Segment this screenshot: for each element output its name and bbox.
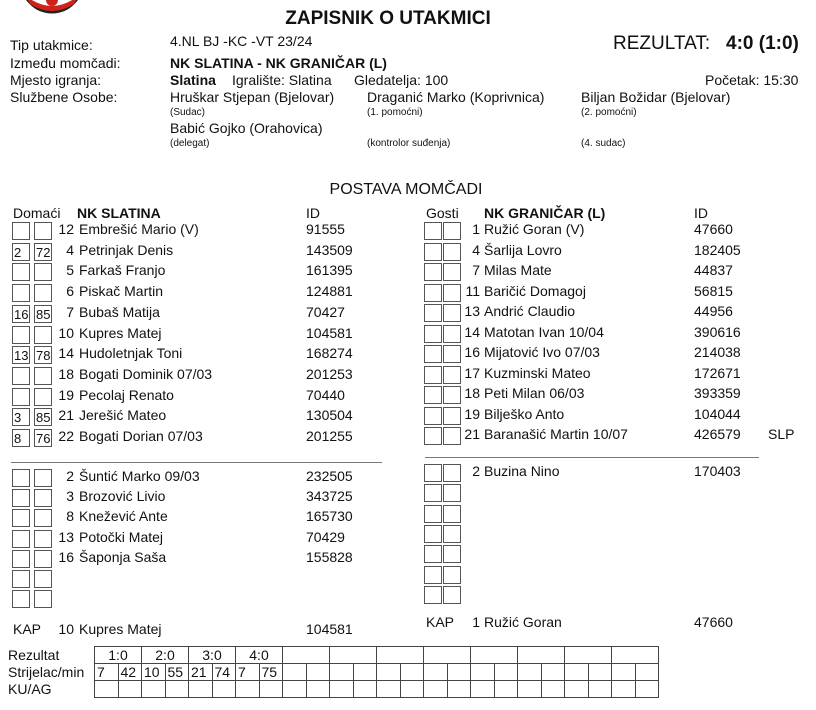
goal-minute-cell[interactable]: [588, 664, 612, 681]
player-number: 21: [58, 407, 74, 424]
player-number: 5: [66, 262, 74, 279]
kuag-row-label: KU/AG: [8, 681, 52, 697]
page-title: ZAPISNIK O UTAKMICI: [285, 8, 491, 29]
player-id: 130504: [306, 407, 353, 424]
player-name: Baričić Domagoj: [484, 282, 586, 299]
player-name: Ružić Goran (V): [484, 221, 585, 237]
home-kap-number: 10: [58, 621, 74, 637]
kuag-cell[interactable]: [165, 681, 189, 698]
player-name: Petrinjak Denis: [79, 241, 174, 258]
goal-result-cell: [377, 647, 424, 664]
sub-minute-box-a[interactable]: [12, 326, 30, 344]
mjesto-value: Slatina: [170, 72, 216, 88]
kuag-cell[interactable]: [494, 681, 518, 698]
player-number: 16: [58, 548, 74, 565]
kuag-cell[interactable]: [424, 681, 448, 698]
player-number: 18: [58, 365, 74, 382]
sub-minute-box-b[interactable]: [443, 505, 461, 523]
official-name: Draganić Marko (Koprivnica): [367, 89, 545, 105]
official-role: (1. pomoćni): [367, 107, 423, 118]
home-kap-name: Kupres Matej: [79, 621, 162, 637]
sub-minute-box-a[interactable]: [12, 590, 30, 608]
player-name: Embrešić Mario (V): [79, 221, 199, 237]
sub-minute-box-a[interactable]: [424, 325, 442, 343]
player-id: 70429: [306, 528, 345, 545]
home-kap-id: 104581: [306, 621, 353, 637]
goal-scorer-cell[interactable]: [471, 664, 495, 681]
goal-scorer-cell[interactable]: [424, 664, 448, 681]
sub-minute-box-b[interactable]: [443, 484, 461, 502]
away-divider: [425, 457, 759, 458]
sub-minute-box-b[interactable]: [443, 263, 461, 281]
rezultat-value: 4:0 (1:0): [726, 33, 799, 54]
sub-minute-box-a[interactable]: [424, 586, 442, 604]
kuag-cell[interactable]: [95, 681, 119, 698]
home-side-label: Domaći: [13, 205, 61, 221]
sub-minute-box-b[interactable]: [443, 222, 461, 240]
sub-minute-box-b[interactable]: [443, 545, 461, 563]
kuag-cell[interactable]: [330, 681, 354, 698]
goal-scorer-cell[interactable]: 7: [95, 664, 119, 681]
goal-minute-cell[interactable]: 42: [118, 664, 142, 681]
player-id: 104044: [694, 405, 741, 422]
player-number: 19: [464, 405, 480, 422]
kuag-cell[interactable]: [518, 681, 542, 698]
kuag-cell[interactable]: [118, 681, 142, 698]
sub-minute-box-a[interactable]: [424, 566, 442, 584]
goal-result-cell: [612, 647, 659, 664]
official-role: (Sudac): [170, 107, 206, 118]
player-id: 201253: [306, 365, 353, 382]
player-number: 13: [58, 528, 74, 545]
player-name: Buzina Nino: [484, 463, 560, 479]
mjesto-label: Mjesto igranja:: [10, 72, 102, 88]
kuag-cell[interactable]: [189, 681, 213, 698]
away-team-name: NK GRANIČAR (L): [484, 205, 606, 221]
sub-minute-box-a[interactable]: [12, 570, 30, 588]
goals-table: [8, 646, 659, 698]
goal-minute-cell[interactable]: [541, 664, 565, 681]
official-role: (4. sudac): [581, 138, 626, 149]
goal-minute-cell[interactable]: [400, 664, 424, 681]
sub-minute-box-a[interactable]: [424, 386, 442, 404]
sub-minute-box-a[interactable]: [12, 469, 30, 487]
player-name: Baranašić Martin 10/07: [484, 426, 628, 442]
kuag-cell[interactable]: [259, 681, 283, 698]
player-name: Šarlija Lovro: [484, 241, 562, 258]
player-number: 6: [66, 283, 74, 300]
sub-minute-box-b[interactable]: 78: [36, 348, 51, 364]
player-id: 161395: [306, 262, 353, 279]
player-name: Matotan Ivan 10/04: [484, 323, 604, 340]
away-kap-number: 1: [472, 614, 480, 630]
player-name: Šuntić Marko 09/03: [79, 468, 200, 484]
player-number: 17: [464, 364, 480, 381]
sub-minute-box-b[interactable]: [443, 566, 461, 584]
player-name: Kupres Matej: [79, 324, 162, 341]
player-id: 143509: [306, 241, 353, 258]
goal-minute-cell[interactable]: [447, 664, 471, 681]
sub-minute-box-a[interactable]: [424, 284, 442, 302]
sub-minute-box-b[interactable]: [34, 222, 52, 240]
sub-minute-box-b[interactable]: [443, 284, 461, 302]
away-id-label: ID: [694, 205, 708, 221]
home-divider: [11, 462, 382, 463]
sub-minute-box-b[interactable]: [34, 284, 52, 302]
sluzbene-label: Službene Osobe:: [10, 89, 118, 105]
sub-minute-box-a[interactable]: [12, 550, 30, 568]
sub-minute-box-b[interactable]: [443, 525, 461, 543]
player-number: 12: [58, 221, 74, 237]
sub-minute-box-a[interactable]: [12, 263, 30, 281]
kuag-cell[interactable]: [541, 681, 565, 698]
player-name: Bogati Dorian 07/03: [79, 428, 203, 444]
player-id: 91555: [306, 221, 345, 237]
goal-minute-cell[interactable]: 75: [259, 664, 283, 681]
player-number: 3: [66, 488, 74, 505]
official-name: Biljan Božidar (Bjelovar): [581, 89, 731, 105]
player-name: Farkaš Franjo: [79, 262, 166, 279]
player-id: 182405: [694, 241, 741, 258]
player-id: 390616: [694, 323, 741, 340]
sub-minute-box-a[interactable]: 2: [12, 243, 30, 261]
player-number: 11: [465, 282, 480, 299]
sub-minute-box-a[interactable]: [424, 464, 442, 482]
player-number: 4: [66, 241, 74, 258]
goal-scorer-cell[interactable]: 10: [142, 664, 166, 681]
sub-minute-box-b[interactable]: [34, 530, 52, 548]
player-name: Andrić Claudio: [484, 303, 576, 319]
kuag-cell[interactable]: [306, 681, 330, 698]
kuag-cell[interactable]: [283, 681, 307, 698]
player-id: 47660: [694, 221, 733, 237]
player-number: 2: [66, 468, 74, 484]
sub-minute-box-a[interactable]: [424, 427, 442, 445]
sub-minute-box-a[interactable]: [424, 545, 442, 563]
gledatelja: Gledatelja: 100: [354, 72, 449, 88]
sub-minute-box-b[interactable]: [443, 345, 461, 363]
kuag-cell[interactable]: [377, 681, 401, 698]
player-number: 16: [464, 344, 480, 360]
izmedju-label: Između momčadi:: [10, 55, 121, 71]
away-side-label: Gosti: [426, 205, 459, 221]
player-name: Peti Milan 06/03: [484, 385, 585, 401]
goal-scorer-cell[interactable]: [377, 664, 401, 681]
sub-minute-box-a[interactable]: [424, 484, 442, 502]
player-id: 124881: [306, 283, 353, 300]
sub-minute-box-b[interactable]: [34, 590, 52, 608]
player-note: SLP: [768, 426, 795, 442]
sub-minute-box-a[interactable]: [12, 222, 30, 240]
sub-minute-box-b[interactable]: [34, 367, 52, 385]
player-id: 343725: [306, 488, 353, 505]
player-id: 393359: [694, 385, 741, 401]
player-number: 7: [472, 262, 480, 278]
sub-minute-box-b[interactable]: 72: [36, 244, 51, 260]
player-number: 14: [464, 323, 480, 340]
player-id: 104581: [306, 324, 353, 341]
goal-scorer-cell[interactable]: [612, 664, 636, 681]
kuag-cell[interactable]: [635, 681, 659, 698]
sub-minute-box-a[interactable]: 3: [12, 408, 30, 426]
player-id: 70427: [306, 303, 345, 320]
kuag-cell[interactable]: [612, 681, 636, 698]
player-number: 13: [464, 303, 480, 319]
sub-minute-box-a[interactable]: [424, 345, 442, 363]
sub-minute-box-b[interactable]: [443, 325, 461, 343]
goal-scorer-cell[interactable]: [283, 664, 307, 681]
goal-result-cell: [471, 647, 518, 664]
sub-minute-box-a[interactable]: 13: [14, 348, 29, 364]
kuag-cell[interactable]: [588, 681, 612, 698]
official-name: Babić Gojko (Orahovica): [170, 120, 323, 136]
player-number: 8: [66, 508, 74, 525]
sub-minute-box-a[interactable]: [12, 284, 30, 302]
player-id: 232505: [306, 468, 353, 484]
sub-minute-box-b[interactable]: [34, 469, 52, 487]
kuag-cell[interactable]: [236, 681, 260, 698]
sub-minute-box-b[interactable]: 85: [36, 410, 51, 426]
pocetak: Početak: 15:30: [705, 72, 799, 88]
goal-scorer-cell[interactable]: 21: [189, 664, 213, 681]
goal-result-cell: 4:0: [236, 647, 283, 664]
goal-result-cell: [565, 647, 612, 664]
kuag-cell[interactable]: [400, 681, 424, 698]
player-id: 165730: [306, 508, 353, 525]
sub-minute-box-a[interactable]: [424, 222, 442, 240]
sub-minute-box-b[interactable]: [443, 243, 461, 261]
player-id: 44956: [694, 303, 733, 319]
player-id: 172671: [694, 364, 741, 381]
sub-minute-box-b[interactable]: [34, 388, 52, 406]
sub-minute-box-a[interactable]: [12, 489, 30, 507]
away-kap-name: Ružić Goran: [484, 614, 562, 630]
tip-value: 4.NL BJ -KC -VT 23/24: [170, 33, 313, 49]
player-name: Pecolaj Renato: [79, 386, 174, 403]
goal-result-cell: 1:0: [95, 647, 142, 664]
player-name: Milas Mate: [484, 262, 552, 278]
sub-minute-box-b[interactable]: [443, 427, 461, 445]
sub-minute-box-a[interactable]: [12, 367, 30, 385]
player-name: Bogati Dominik 07/03: [79, 365, 213, 382]
official-role: (kontrolor suđenja): [367, 138, 451, 149]
sub-minute-box-a[interactable]: [424, 304, 442, 322]
player-number: 14: [58, 345, 74, 362]
player-name: Hudoletnjak Toni: [79, 345, 183, 362]
goal-result-cell: [283, 647, 330, 664]
official-name: Hruškar Stjepan (Bjelovar): [170, 89, 335, 105]
player-name: Jerešić Mateo: [79, 407, 167, 424]
player-id: 155828: [306, 548, 353, 565]
sub-minute-box-a[interactable]: 8: [12, 429, 30, 447]
sub-minute-box-a[interactable]: [424, 263, 442, 281]
sub-minute-box-a[interactable]: 16: [14, 306, 29, 322]
goal-minute-cell[interactable]: 74: [212, 664, 236, 681]
player-number: 10: [58, 324, 74, 341]
player-id: 44837: [694, 262, 733, 278]
player-name: Bilješko Anto: [484, 405, 565, 422]
sub-minute-box-b[interactable]: 76: [36, 431, 51, 446]
goal-scorer-cell[interactable]: 7: [236, 664, 260, 681]
player-name: Piskač Martin: [79, 283, 164, 300]
kuag-cell[interactable]: [447, 681, 471, 698]
player-number: 1: [472, 221, 480, 237]
sub-minute-box-b[interactable]: [34, 570, 52, 588]
kuag-cell[interactable]: [565, 681, 589, 698]
sub-minute-box-b[interactable]: [34, 263, 52, 281]
official-role: (2. pomoćni): [581, 107, 637, 118]
player-id: 70440: [306, 386, 345, 403]
player-id: 168274: [306, 345, 353, 362]
sub-minute-box-a[interactable]: [12, 530, 30, 548]
goal-minute-cell[interactable]: [306, 664, 330, 681]
sub-minute-box-b[interactable]: 85: [36, 306, 51, 322]
goal-result-cell: 3:0: [189, 647, 236, 664]
postava-title: POSTAVA MOMČADI: [329, 181, 483, 198]
player-number: 18: [464, 385, 480, 401]
away-kap-label: KAP: [426, 614, 455, 630]
player-number: 4: [472, 241, 480, 258]
kuag-cell[interactable]: [142, 681, 166, 698]
player-name: Potočki Matej: [79, 528, 164, 545]
away-kap-id: 47660: [694, 614, 733, 630]
izmedju-value: NK SLATINA - NK GRANIČAR (L): [170, 55, 387, 71]
sub-minute-box-b[interactable]: [34, 509, 52, 527]
player-number: 2: [472, 463, 480, 479]
sub-minute-box-a[interactable]: [12, 388, 30, 406]
rezultat-row-label: Rezultat: [8, 647, 60, 663]
home-team-name: NK SLATINA: [77, 205, 161, 221]
player-id: 201255: [306, 428, 353, 444]
player-number: 19: [58, 386, 74, 403]
player-name: Knežević Ante: [79, 508, 168, 525]
player-id: 426579: [694, 426, 741, 442]
goal-scorer-cell[interactable]: [330, 664, 354, 681]
player-name: Kuzminski Mateo: [484, 364, 591, 381]
sub-minute-box-a[interactable]: [424, 243, 442, 261]
sub-minute-box-b[interactable]: [443, 304, 461, 322]
sub-minute-box-a[interactable]: [424, 525, 442, 543]
sub-minute-box-b[interactable]: [34, 550, 52, 568]
tip-label: Tip utakmice:: [10, 37, 93, 53]
igraliste: Igralište: Slatina: [232, 72, 332, 88]
goal-scorer-cell[interactable]: [565, 664, 589, 681]
goal-result-cell: [518, 647, 565, 664]
player-number: 7: [66, 303, 74, 320]
player-id: 214038: [694, 344, 741, 360]
player-id: 170403: [694, 463, 741, 479]
goal-minute-cell[interactable]: [353, 664, 377, 681]
goal-scorer-cell[interactable]: [518, 664, 542, 681]
sub-minute-box-a[interactable]: [12, 509, 30, 527]
goal-result-cell: 2:0: [142, 647, 189, 664]
goal-minute-cell[interactable]: 55: [165, 664, 189, 681]
official-role: (delegat): [170, 138, 210, 149]
home-id-label: ID: [306, 205, 320, 221]
player-number: 22: [58, 428, 74, 444]
player-number: 21: [464, 426, 480, 442]
sub-minute-box-b[interactable]: [443, 407, 461, 425]
player-name: Bubaš Matija: [79, 303, 160, 320]
sub-minute-box-a[interactable]: [424, 505, 442, 523]
strijelac-row-label: Strijelac/min: [8, 664, 85, 680]
goal-result-cell: [424, 647, 471, 664]
sub-minute-box-b[interactable]: [443, 586, 461, 604]
sub-minute-box-b[interactable]: [443, 366, 461, 384]
goal-minute-cell[interactable]: [635, 664, 659, 681]
player-id: 56815: [694, 282, 733, 299]
sub-minute-box-b[interactable]: [443, 386, 461, 404]
sub-minute-box-a[interactable]: [424, 366, 442, 384]
player-name: Brozović Livio: [79, 488, 166, 505]
sub-minute-box-b[interactable]: [443, 464, 461, 482]
home-kap-label: KAP: [13, 621, 42, 637]
kuag-cell[interactable]: [471, 681, 495, 698]
sub-minute-box-b[interactable]: [34, 489, 52, 507]
sub-minute-box-b[interactable]: [34, 326, 52, 344]
goal-result-cell: [330, 647, 377, 664]
kuag-cell[interactable]: [353, 681, 377, 698]
player-name: Šaponja Saša: [79, 548, 167, 565]
goal-minute-cell[interactable]: [494, 664, 518, 681]
rezultat-label: REZULTAT:: [613, 33, 711, 54]
player-name: Mijatović Ivo 07/03: [484, 344, 600, 360]
kuag-cell[interactable]: [212, 681, 236, 698]
sub-minute-box-a[interactable]: [424, 407, 442, 425]
